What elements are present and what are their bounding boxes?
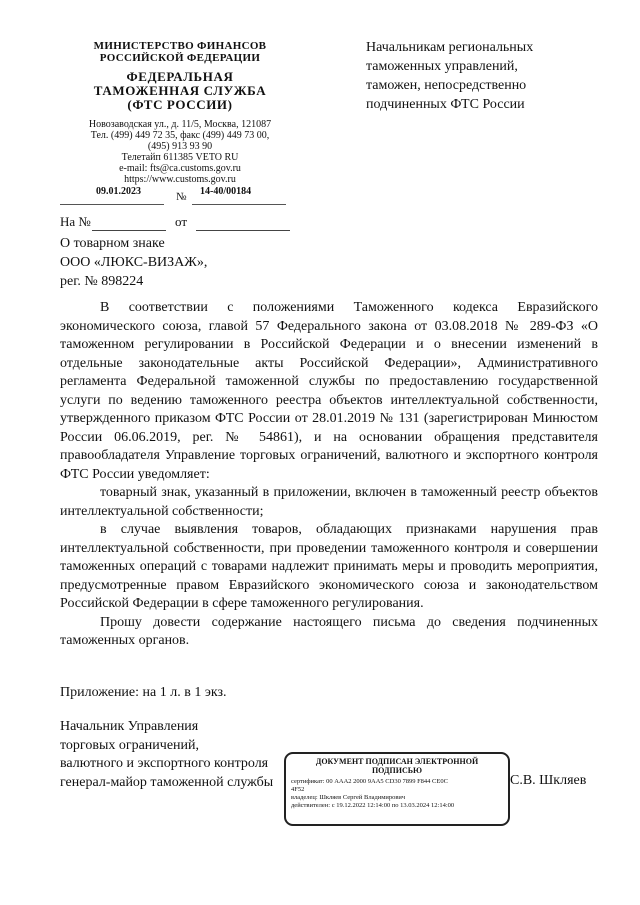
stamp-certificate: сертификат: 00 AAA2 2000 9AA5 CD30 7899 F844 CE0C xyxy=(291,778,448,785)
service-name-line2: ТАМОЖЕННАЯ СЛУЖБА xyxy=(93,83,267,98)
signatory-name: С.В. Шкляев xyxy=(510,773,587,788)
stamp-title: ДОКУМЕНТ ПОДПИСАН ЭЛЕКТРОННОЙ xyxy=(315,757,479,766)
electronic-signature-stamp xyxy=(284,752,510,826)
addressee-line4: подчиненных ФТС России xyxy=(366,97,525,112)
addressee-line3: таможен, непосредственно xyxy=(366,78,527,93)
reference-date-line xyxy=(196,230,290,231)
signatory-line4: генерал-майор таможенной службы xyxy=(60,774,274,790)
reference-number-line xyxy=(92,230,166,231)
body-paragraph-3: в случае выявления товаров, обладающих признаками нарушения прав интеллектуальной собственности, при проведении таможенного контроля и совершении таможенных операций с товарами надлежит принимать меры и проводить мероприятия, предусмотренные правом Евразийского экономического союза и законодательством Российской Федерации в сфере таможенного регулирования. xyxy=(60,522,598,611)
signatory-line1: Начальник Управления xyxy=(60,719,199,734)
addressee-line2: таможенных управлений, xyxy=(366,59,518,74)
subject xyxy=(60,234,207,291)
subject-line3: рег. № 898224 xyxy=(60,274,144,289)
reference-label: На № xyxy=(60,214,91,229)
addressee xyxy=(366,38,616,114)
date-underline xyxy=(60,204,164,205)
address-line2: Тел. (499) 449 72 35, факс (499) 449 73 00, xyxy=(90,130,270,141)
body-paragraph-1: В соответствии с положениями Таможенного кодекса Евразийского экономического союза, главой 57 Федерального закона от 03.08.2018 № 289-ФЗ «О таможенном регулировании в Российской Федерации и о внесении изменений в отдельные законодательные акты Российской Федерации», Административного регламента Федеральной таможенной службы по предоставлению государственной услуги по ведению таможенного реестра объектов интеллектуальной собственности, утвержденного приказом ФТС России от 28.01.2019 № 131 (зарегистрирован Минюстом России 06.06.2019, рег. № 54861), и на основании обращения представителя правообладателя Управление торговых ограничений, валютного и экспортного контроля ФТС России уведомляет: xyxy=(60,300,598,482)
ministry-name-line1: МИНИСТЕРСТВО ФИНАНСОВ xyxy=(93,40,267,52)
subject-line1: О товарном знаке xyxy=(60,236,165,251)
letter-body xyxy=(60,299,598,651)
address-line3: (495) 913 93 90 xyxy=(147,141,213,152)
signatory-line3: валютного и экспортного контроля xyxy=(60,756,269,771)
signatory-title xyxy=(60,718,300,792)
stamp-owner: владелец: Шкляев Сергей Владимирович xyxy=(291,794,406,801)
service-name-line1: ФЕДЕРАЛЬНАЯ xyxy=(126,69,234,84)
appendix-note: Приложение: на 1 л. в 1 экз. xyxy=(60,685,227,700)
signatory-line2: торговых ограничений, xyxy=(60,737,200,753)
telex-line: Телетайп 611385 VETO RU xyxy=(121,152,239,163)
body-paragraph-4: Прошу довести содержание настоящего письма до сведения подчиненных таможенных органов. xyxy=(60,614,598,648)
service-name-line3: (ФТС РОССИИ) xyxy=(127,97,233,112)
number-underline xyxy=(192,204,286,205)
document-number: 14-40/00184 xyxy=(200,186,252,197)
ministry-name-line2: РОССИЙСКОЙ ФЕДЕРАЦИИ xyxy=(99,52,261,64)
number-sign: № xyxy=(176,191,187,203)
addressee-line1: Начальникам региональных xyxy=(366,40,534,55)
email-line: e-mail: fts@ca.customs.gov.ru xyxy=(119,163,241,174)
stamp-validity: действителен: с 19.12.2022 12:14:00 по 13.03.2024 12:14:00 xyxy=(291,802,455,809)
subject-line2: ООО «ЛЮКС-ВИЗАЖ», xyxy=(60,255,208,270)
body-paragraph-2: товарный знак, указанный в приложении, включен в таможенный реестр объектов интеллектуальной собственности; xyxy=(60,485,598,519)
stamp-certificate-tail: 4F52 xyxy=(291,786,305,793)
stamp-subtitle: ПОДПИСЬЮ xyxy=(371,766,423,775)
website-line: https://www.customs.gov.ru xyxy=(124,174,236,185)
document-date: 09.01.2023 xyxy=(96,186,141,197)
reference-from-label: от xyxy=(175,214,188,229)
address-line1: Новозаводская ул., д. 11/5, Москва, 121087 xyxy=(88,119,272,130)
letterhead xyxy=(60,40,300,185)
